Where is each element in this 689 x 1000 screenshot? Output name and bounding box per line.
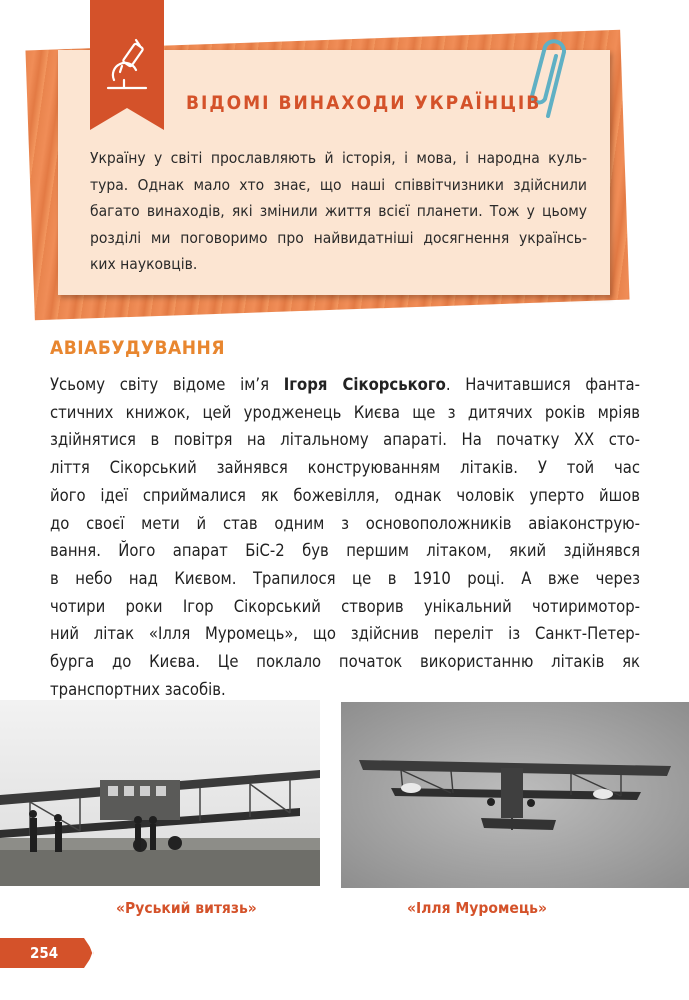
body-line-suffix: . Начитавшися фанта- bbox=[445, 375, 640, 394]
page-number: 254 bbox=[30, 944, 59, 962]
intro-line: розділі ми поговоримо про найвидатніші досягнення українсь- bbox=[90, 228, 587, 247]
body-line: його ідеї сприймалися як божевілля, однак чоловік уперто йшов bbox=[50, 485, 640, 505]
caption-illya-muromets: «Ілля Муромець» bbox=[407, 899, 547, 917]
microscope-ribbon bbox=[90, 0, 164, 130]
intro-text bbox=[90, 145, 587, 278]
intro-line: тура. Однак мало хто знає, що наші співвітчизники здійснили bbox=[90, 175, 587, 194]
section-title: АВІАБУДУВАННЯ bbox=[50, 337, 225, 359]
intro-line: Україну у світі прославляють й історія, і мова, і народна куль- bbox=[90, 149, 587, 167]
body-line: бурга до Києва. Це поклало початок використанню літаків як bbox=[50, 652, 640, 672]
caption-russky-vityaz: «Руський витязь» bbox=[116, 899, 257, 917]
photo-russky-vityaz bbox=[0, 700, 320, 886]
body-line-prefix: Усьому світу відоме ім’я bbox=[50, 375, 284, 394]
photo-illya-muromets bbox=[341, 702, 689, 888]
intro-line: багато винаходів, які змінили життя всієї планети. Тож у цьому bbox=[90, 202, 587, 220]
body-line: до своєї мети й став одним з основоположників авіаконструю- bbox=[50, 513, 640, 533]
body-line: чотири роки Ігор Сікорський створив унікальний чотиримотор- bbox=[50, 596, 640, 616]
body-line: ний літак «Ілля Муромець», що здійснив переліт із Санкт-Петер- bbox=[50, 624, 640, 644]
body-paragraph bbox=[50, 371, 640, 703]
body-line: стичних книжок, цей уродженець Києва ще з дитячих років мріяв bbox=[50, 402, 640, 422]
intro-title: ВІДОМІ ВИНАХОДИ УКРАЇНЦІВ bbox=[186, 92, 542, 114]
body-line bbox=[50, 371, 640, 399]
intro-line: ких науковців. bbox=[90, 255, 198, 273]
body-line: в небо над Києвом. Трапилося це в 1910 році. А вже через bbox=[50, 568, 640, 588]
sikorsky-name: Ігоря Сікорського bbox=[283, 375, 446, 394]
body-line: транспортних засобів. bbox=[50, 679, 226, 699]
body-line: здійнятися в повітря на літальному апараті. На початку XX сто- bbox=[50, 430, 640, 450]
body-line: вання. Його апарат БіС-2 був першим літаком, який здійнявся bbox=[50, 541, 640, 561]
body-line: ліття Сікорський зайнявся конструюванням літаків. У той час bbox=[50, 458, 640, 478]
